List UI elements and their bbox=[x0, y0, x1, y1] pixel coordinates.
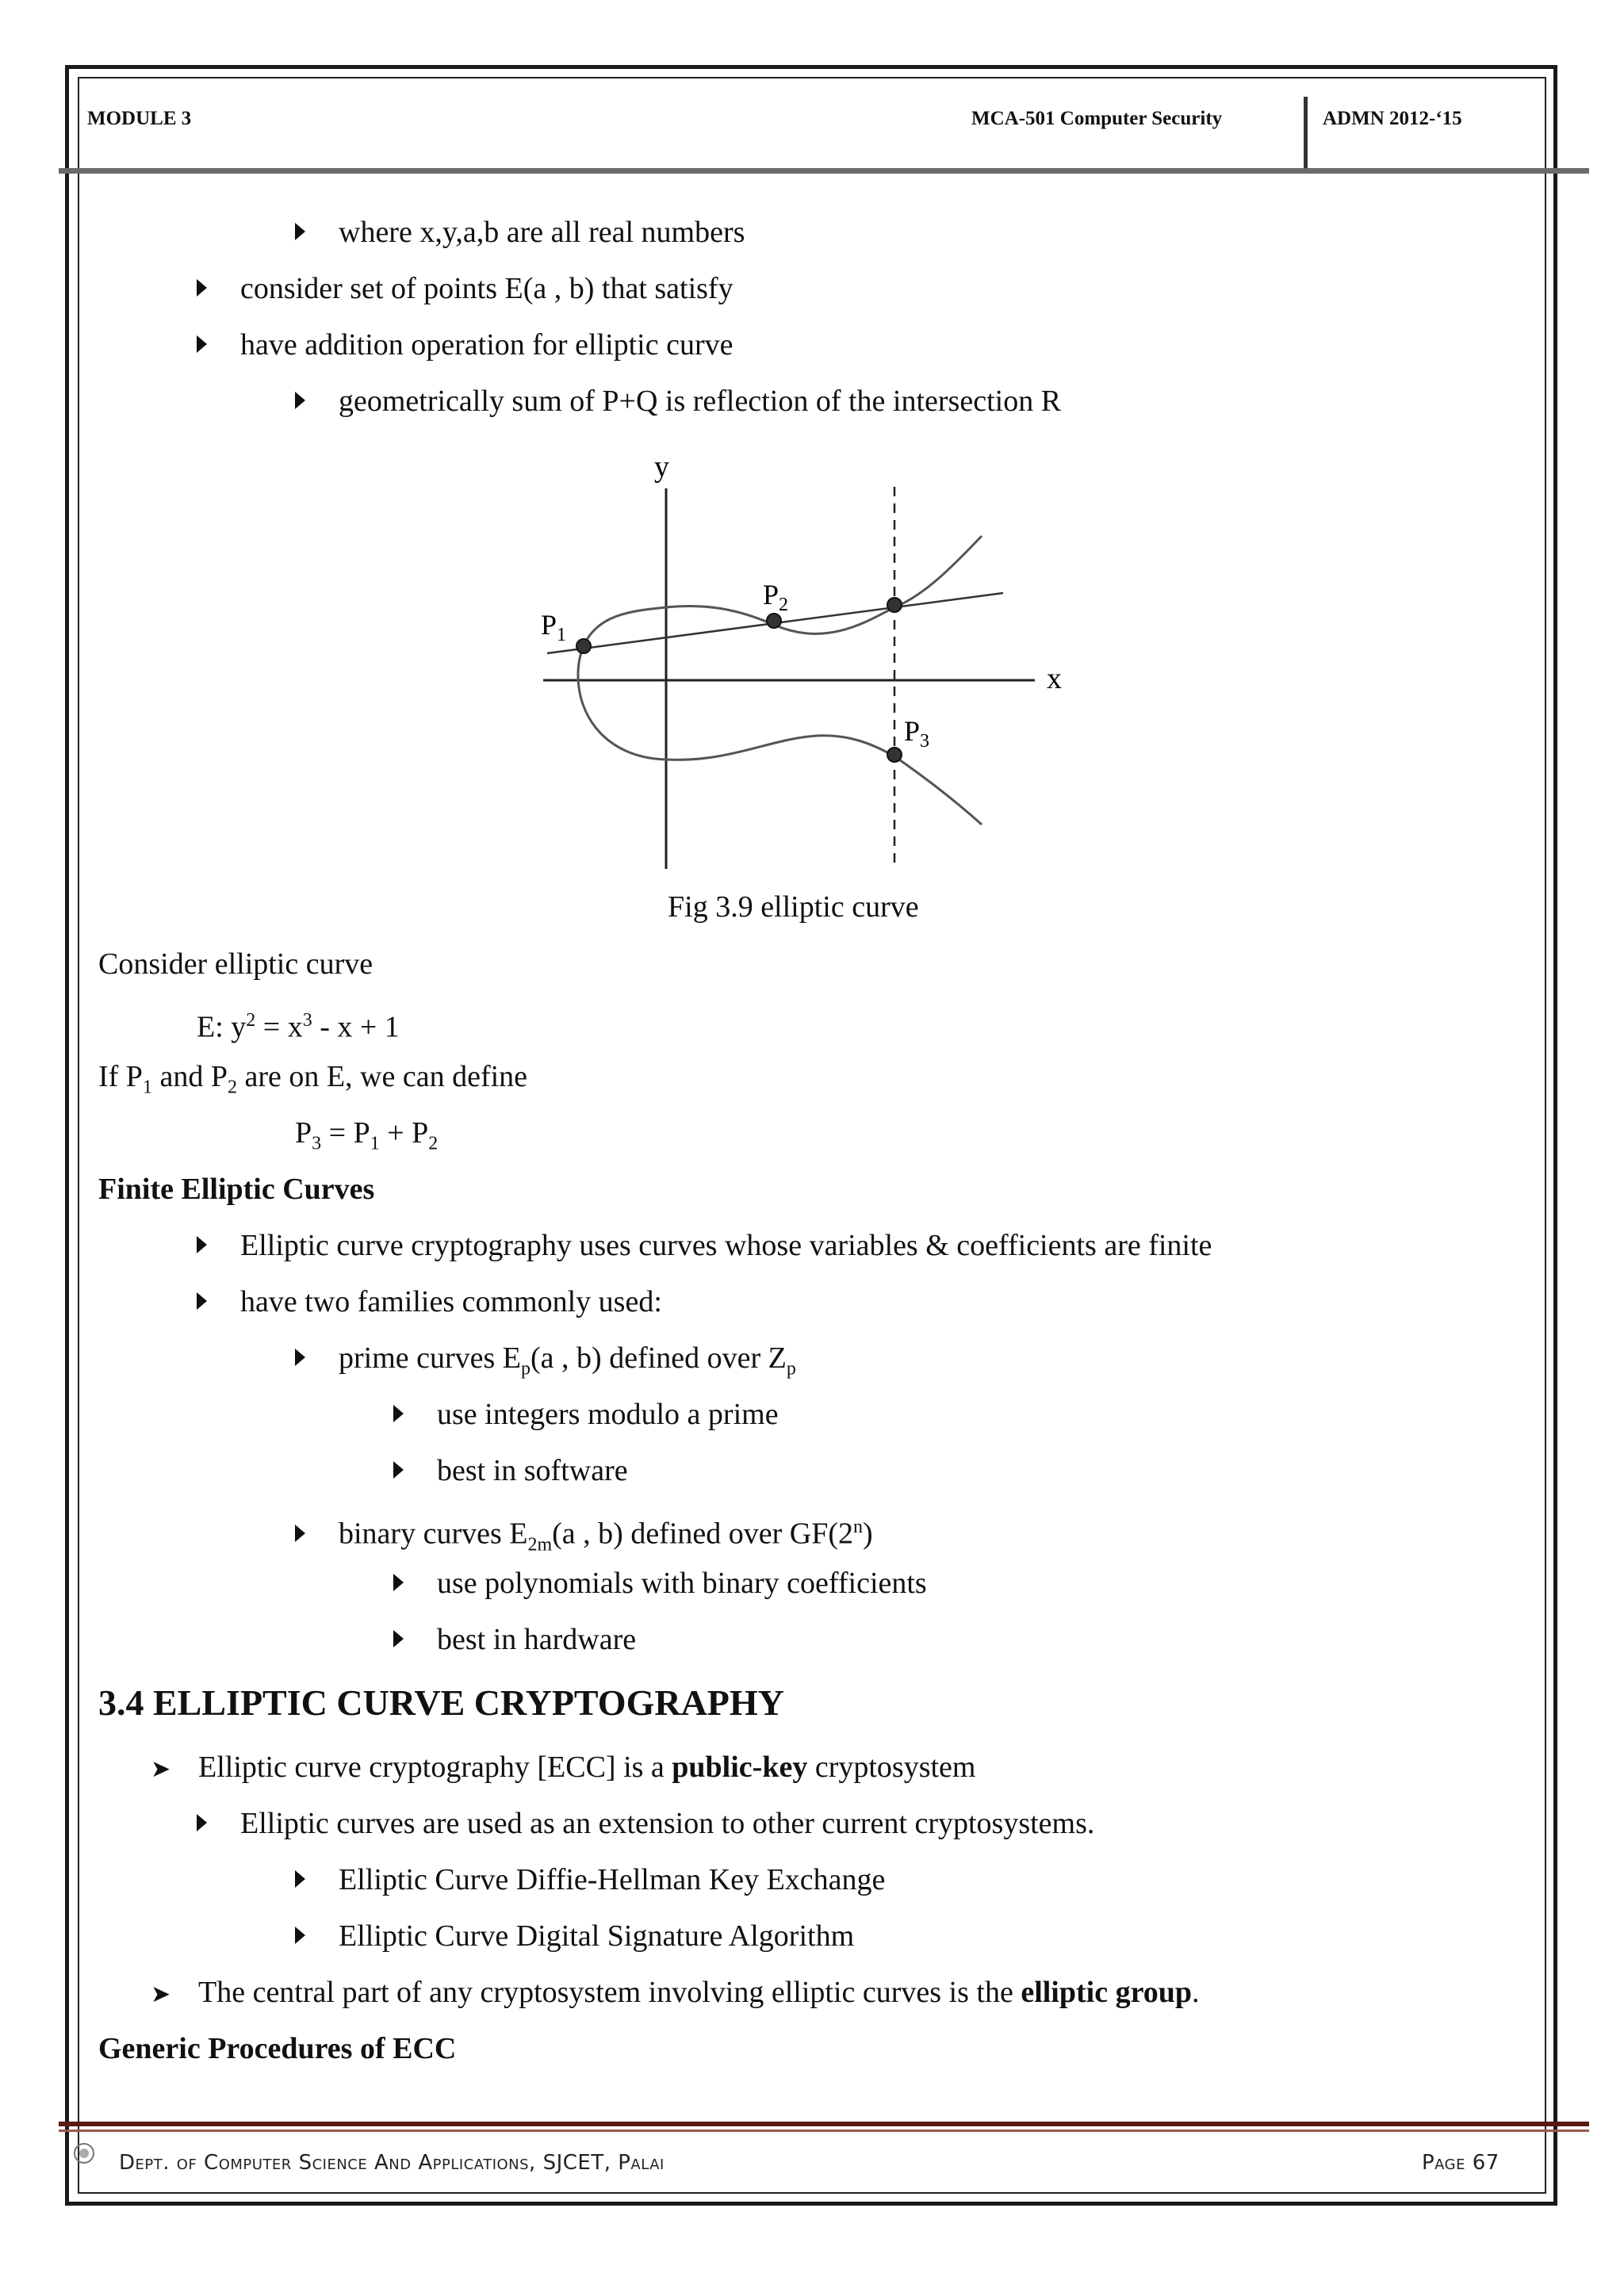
header-rule bbox=[59, 168, 1589, 174]
bullet-ecc-extension: Elliptic curves are used as an extension to other current cryptosystems. bbox=[197, 1805, 1094, 1842]
point-p3 bbox=[887, 748, 902, 762]
y-axis-label: y bbox=[654, 450, 669, 484]
bullet-two-families: have two families commonly used: bbox=[197, 1284, 662, 1320]
p3-definition: $P_3 = P_1 + P_2$ bbox=[295, 1116, 439, 1154]
point-intersection bbox=[887, 598, 902, 612]
header-course: MCA-501 Computer Security bbox=[971, 108, 1223, 129]
bullet-ecdh: Elliptic Curve Diffie-Hellman Key Exchange bbox=[295, 1862, 885, 1898]
finite-curves-heading: Finite Elliptic Curves bbox=[98, 1173, 375, 1206]
footer-page-number: Page 67 bbox=[1422, 2151, 1500, 2175]
figure-caption: Fig 3.9 elliptic curve bbox=[668, 890, 919, 924]
header-batch: ADMN 2012-‘15 bbox=[1323, 108, 1462, 129]
bullet-prime-curves: prime curves $E_p(a$ , b) defined over $Z_p$ bbox=[295, 1340, 796, 1387]
bullet-icon bbox=[393, 1461, 404, 1479]
bullet-real-numbers: where x,y,a,b are all real numbers bbox=[295, 214, 745, 251]
arrow-bullet-icon: ➤ bbox=[151, 1980, 171, 2008]
p3-label: $P_3$ bbox=[904, 715, 930, 752]
bullet-icon bbox=[295, 392, 305, 409]
bullet-polynomials: use polynomials with binary coefficients bbox=[393, 1565, 927, 1601]
footer-rule-thin bbox=[59, 2130, 1589, 2132]
footer-rule bbox=[59, 2122, 1589, 2126]
point-p2 bbox=[767, 614, 781, 628]
bullet-integers-modulo: use integers modulo a prime bbox=[393, 1396, 779, 1433]
arrow-bullet-icon: ➤ bbox=[151, 1755, 171, 1783]
header-divider bbox=[1304, 97, 1308, 170]
footer-department: Dept. of Computer Science And Applications, SJCET, Palai bbox=[119, 2151, 665, 2175]
elliptic-curve-figure bbox=[508, 449, 1094, 877]
bullet-icon bbox=[295, 1349, 305, 1366]
bullet-icon bbox=[393, 1630, 404, 1647]
bullet-icon bbox=[295, 1870, 305, 1888]
bullet-icon bbox=[295, 1927, 305, 1944]
curve-equation: E: $y^2 = x^3 - x + 1$ bbox=[197, 1010, 400, 1044]
p2-label: $P_2$ bbox=[763, 579, 789, 615]
bullet-best-software: best in software bbox=[393, 1452, 628, 1489]
consider-curve-text: Consider elliptic curve bbox=[98, 947, 373, 981]
bullet-icon bbox=[393, 1405, 404, 1422]
bullet-addition-operation: have addition operation for elliptic curve bbox=[197, 327, 733, 363]
bullet-geometric-sum: geometrically sum of P+Q is reflection of the intersection R bbox=[295, 383, 1061, 419]
bullet-ecc-public-key: ➤ Elliptic curve cryptography [ECC] is a public-key cryptosystem bbox=[151, 1749, 975, 1788]
bullet-set-of-points: consider set of points E(a , b) that satisfy bbox=[197, 270, 733, 307]
bullet-icon bbox=[393, 1574, 404, 1591]
bullet-best-hardware: best in hardware bbox=[393, 1621, 636, 1658]
bullet-ecc-finite: Elliptic curve cryptography uses curves whose variables & coefficients are finite bbox=[197, 1227, 1212, 1264]
p1-label: $P_1$ bbox=[541, 609, 567, 645]
bullet-icon bbox=[197, 1236, 207, 1253]
bullet-icon bbox=[197, 335, 207, 353]
points-on-curve-text: If $P_1$ and $P_2$ are on E, we can define bbox=[98, 1060, 528, 1098]
bullet-icon bbox=[197, 1814, 207, 1831]
header-module: MODULE 3 bbox=[87, 108, 192, 129]
generic-procedures-heading: Generic Procedures of ECC bbox=[98, 2032, 457, 2065]
point-p1 bbox=[576, 639, 591, 653]
college-logo-icon bbox=[71, 2141, 97, 2166]
section-title: 3.4 ELLIPTIC CURVE CRYPTOGRAPHY bbox=[98, 1682, 784, 1723]
bullet-elliptic-group: ➤ The central part of any cryptosystem involving elliptic curves is the elliptic group. bbox=[151, 1974, 1200, 2013]
bullet-icon bbox=[295, 1525, 305, 1542]
bullet-icon bbox=[295, 223, 305, 240]
bullet-binary-curves: binary curves $E_{2m}(a$ , b) defined over GF(2$^n$) bbox=[295, 1509, 873, 1563]
bullet-icon bbox=[197, 279, 207, 297]
x-axis-label: x bbox=[1047, 662, 1062, 695]
bullet-ecdsa: Elliptic Curve Digital Signature Algorithm bbox=[295, 1918, 854, 1954]
bullet-icon bbox=[197, 1292, 207, 1310]
